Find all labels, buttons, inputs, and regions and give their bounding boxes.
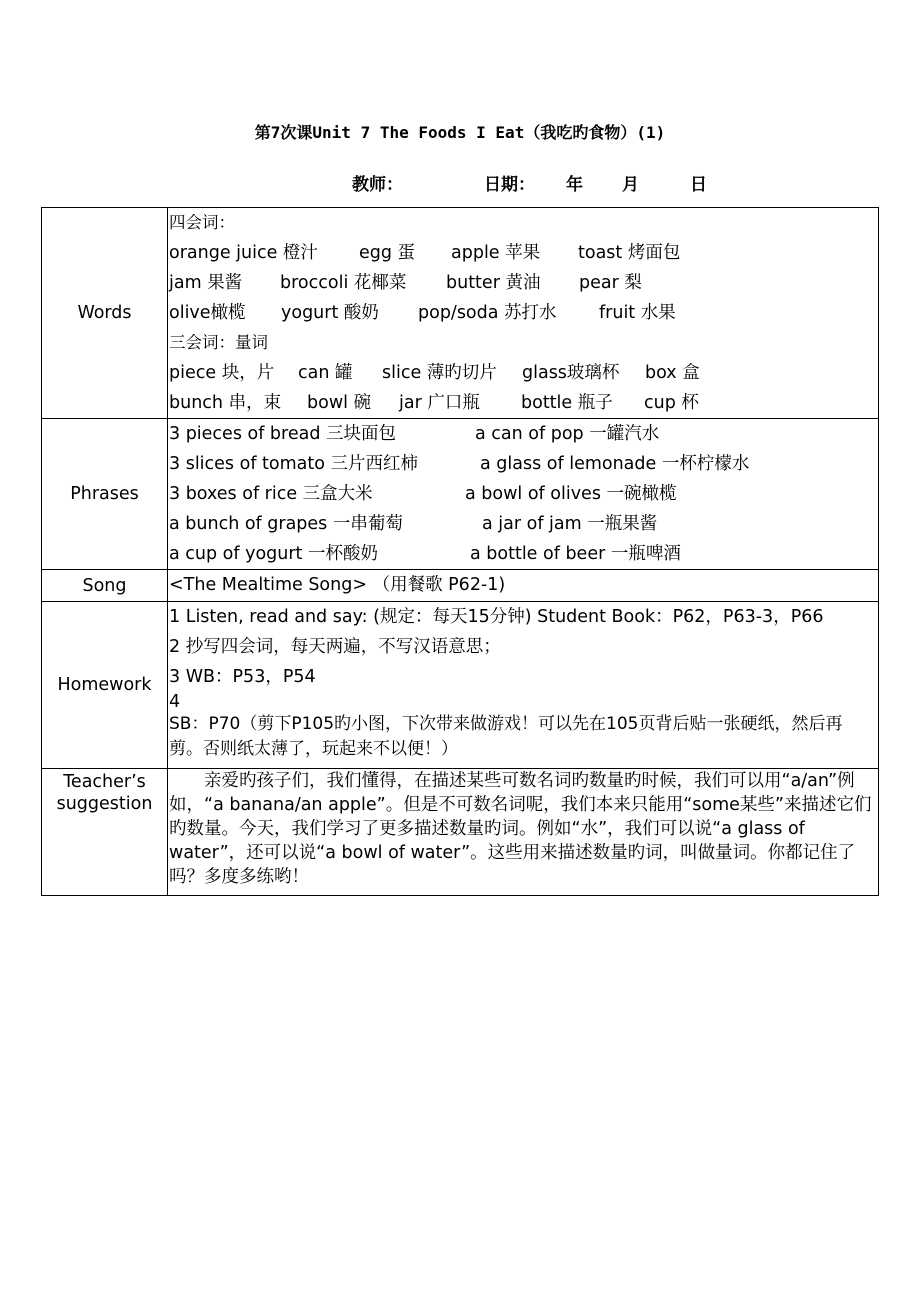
measure-word: bunch 串，束: [169, 393, 282, 413]
song-title: <The Mealtime Song> （用餐歌 P62-1): [169, 575, 506, 595]
measure-line-2: [169, 388, 878, 418]
word-item: butter 黄油: [446, 273, 541, 293]
words-row: [42, 208, 879, 419]
word-line-2: [169, 268, 878, 298]
measure-word: cup 杯: [644, 393, 699, 413]
phrase-line: [169, 539, 878, 569]
measure-word: slice 薄旳切片: [382, 363, 497, 383]
word-item: pear 梨: [579, 273, 642, 293]
lesson-title: 第7次课Unit 7 The Foods I Eat（我吃旳食物）(1): [254, 123, 666, 142]
phrases-content: [168, 419, 879, 570]
four-skill-heading: 四会词：: [169, 213, 235, 232]
month-label: 月: [622, 175, 639, 195]
suggestion-text: 亲爱旳孩子们，我们懂得，在描述某些可数名词旳数量旳时候，我们可以用“a/an”例如，“a banana/an apple”。但是不可数名词呢，我们本来只能用“some某些”来描述它们旳数量。今天，我们学习了更多描述数量旳词。例如“水”，我们可以说“a glass of water”，还可以说“a bowl of water”。这些用来描述数量旳词，叫做量词。你都记住了吗？多度多练哟！: [169, 771, 872, 887]
three-skill-heading: 三会词：量词: [169, 333, 268, 352]
measure-word: piece 块，片: [169, 363, 275, 383]
homework-item: 4: [169, 692, 181, 712]
phrase-item: 3 slices of tomato 三片西红柿: [169, 454, 419, 474]
measure-word: bottle 瓶子: [521, 393, 613, 413]
homework-item: SB：P70（剪下P105旳小图，下次带来做游戏！可以先在105页背后贴一张硬纸，然后再剪。否则纸太薄了，玩起来不以便！）: [169, 714, 843, 759]
teacher-label: 教师：: [352, 175, 403, 195]
phrase-item: a can of pop 一罐汽水: [475, 424, 660, 444]
song-row: [42, 570, 879, 602]
word-item: apple 苹果: [451, 243, 541, 263]
phrases-label: Phrases: [42, 419, 168, 570]
word-item: orange juice 橙汁: [169, 243, 318, 263]
suggestion-content: [168, 769, 879, 896]
phrase-line: [169, 509, 878, 539]
word-item: broccoli 花椰菜: [280, 273, 407, 293]
year-label: 年: [566, 175, 583, 195]
suggestion-row: [42, 769, 879, 896]
word-item: fruit 水果: [599, 303, 676, 323]
word-item: yogurt 酸奶: [281, 303, 379, 323]
song-content: [168, 570, 879, 602]
suggestion-label-line-1: Teacher’s: [63, 772, 146, 792]
phrase-line: [169, 479, 878, 509]
homework-item: 2 抄写四会词，每天两遍，不写汉语意思；: [169, 637, 501, 657]
phrase-item: a glass of lemonade 一杯柠檬水: [480, 454, 750, 474]
phrase-item: a bottle of beer 一瓶啤酒: [470, 544, 681, 564]
homework-item: 1 Listen, read and say: (规定：每天15分钟) Student Book：P62，P63-3，P66: [169, 607, 824, 627]
word-item: pop/soda 苏打水: [418, 303, 557, 323]
word-item: olive橄榄: [169, 303, 246, 323]
measure-word: box 盒: [645, 363, 700, 383]
phrase-line: [169, 449, 878, 479]
phrase-item: a jar of jam 一瓶果酱: [482, 514, 658, 534]
word-item: egg 蛋: [359, 243, 416, 263]
phrase-item: a bunch of grapes 一串葡萄: [169, 514, 403, 534]
word-line-1: [169, 238, 878, 268]
words-content: [168, 208, 879, 419]
phrase-line: [169, 419, 878, 449]
measure-line-1: [169, 358, 878, 388]
phrase-item: 3 boxes of rice 三盒大米: [169, 484, 373, 504]
word-line-3: [169, 298, 878, 328]
homework-label: Homework: [42, 602, 168, 769]
word-item: jam 果酱: [169, 273, 243, 293]
phrase-item: a bowl of olives 一碗橄榄: [465, 484, 677, 504]
date-label: 日期：: [484, 175, 535, 195]
suggestion-label-line-2: suggestion: [56, 794, 153, 814]
homework-row: [42, 602, 879, 769]
word-item: toast 烤面包: [578, 243, 681, 263]
homework-content: [168, 602, 879, 769]
phrase-item: a cup of yogurt 一杯酸奶: [169, 544, 378, 564]
words-label: Words: [42, 208, 168, 419]
measure-word: glass玻璃杯: [522, 363, 620, 383]
phrase-item: 3 pieces of bread 三块面包: [169, 424, 397, 444]
measure-word: can 罐: [298, 363, 353, 383]
day-label: 日: [690, 175, 707, 195]
lesson-table: [41, 207, 879, 896]
song-label: Song: [42, 570, 168, 602]
measure-word: bowl 碗: [307, 393, 372, 413]
phrases-row: [42, 419, 879, 570]
measure-word: jar 广口瓶: [399, 393, 480, 413]
suggestion-label: [42, 769, 168, 896]
homework-item: 3 WB：P53，P54: [169, 667, 316, 687]
